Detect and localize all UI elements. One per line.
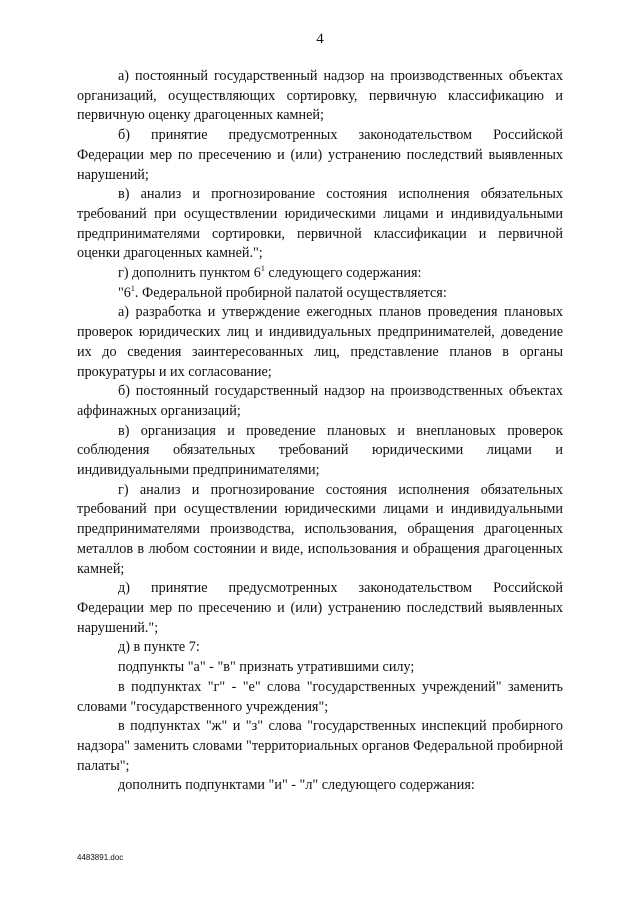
footer-filename: 4483891.doc xyxy=(77,853,124,862)
paragraph-8: в) организация и проведение плановых и внеплановых проверок соблюдения обязательных требований юридическими лицами и индивидуальными предпринимателями; xyxy=(77,422,563,479)
paragraph-4-superscript: 1 xyxy=(260,264,265,274)
paragraph-3: в) анализ и прогнозирование состояния исполнения обязательных требований при осуществлении юридическими лицами и индивидуальными предпринимателями сортировки, первичной классификации и первичной оценки драгоценных камней."; xyxy=(77,186,563,262)
paragraph-5-superscript: 1 xyxy=(130,283,135,293)
paragraph-7: б) постоянный государственный надзор на производственных объектах аффинажных организаций; xyxy=(77,383,563,419)
page-number: 4 xyxy=(316,31,324,47)
paragraph-15: дополнить подпунктами "и" - "л" следующего содержания: xyxy=(118,777,475,794)
document-body xyxy=(77,67,563,796)
paragraph-6: а) разработка и утверждение ежегодных планов проведения плановых проверок юридических лиц и индивидуальных предпринимателей, доведение их до сведения заинтересованных лиц, представление планов в органы прокуратуры и их согласование; xyxy=(77,304,563,380)
paragraph-1: а) постоянный государственный надзор на производственных объектах организаций, осуществляющих сортировку, первичную классификацию и первичную оценку драгоценных камней; xyxy=(77,68,563,124)
paragraph-14: в подпунктах "ж" и "з" слова "государственных инспекций пробирного надзора" заменить словами "территориальных органов Федеральной пробирной палаты"; xyxy=(77,718,563,774)
paragraph-10: д) принятие предусмотренных законодательством Российской Федерации мер по пресечению и (или) устранению последствий выявленных нарушений."; xyxy=(77,580,563,636)
paragraph-4-text: г) дополнить пунктом 6 xyxy=(118,265,261,282)
paragraph-9: г) анализ и прогнозирование состояния исполнения обязательных требований при осуществлении юридическими лицами и индивидуальными предпринимателями производства, использования, обращения драгоценных металлов в любом состоянии и виде, использования и обращения драгоценных камней; xyxy=(77,481,563,577)
paragraph-4-tail: следующего содержания: xyxy=(264,265,422,282)
paragraph-13: в подпунктах "г" - "е" слова "государственных учреждений" заменить словами "государственного учреждения"; xyxy=(77,678,563,715)
paragraph-5 xyxy=(77,284,563,304)
paragraph-4 xyxy=(77,264,563,284)
paragraph-5-tail: . Федеральной пробирной палатой осуществляется: xyxy=(134,284,447,301)
paragraph-12: подпункты "а" - "в" признать утратившими силу; xyxy=(118,659,415,676)
paragraph-11: д) в пункте 7: xyxy=(118,639,200,656)
paragraph-2: б) принятие предусмотренных законодательством Российской Федерации мер по пресечению и (или) устранению последствий выявленных нарушений; xyxy=(77,127,563,183)
paragraph-5-text: "6 xyxy=(118,284,131,301)
